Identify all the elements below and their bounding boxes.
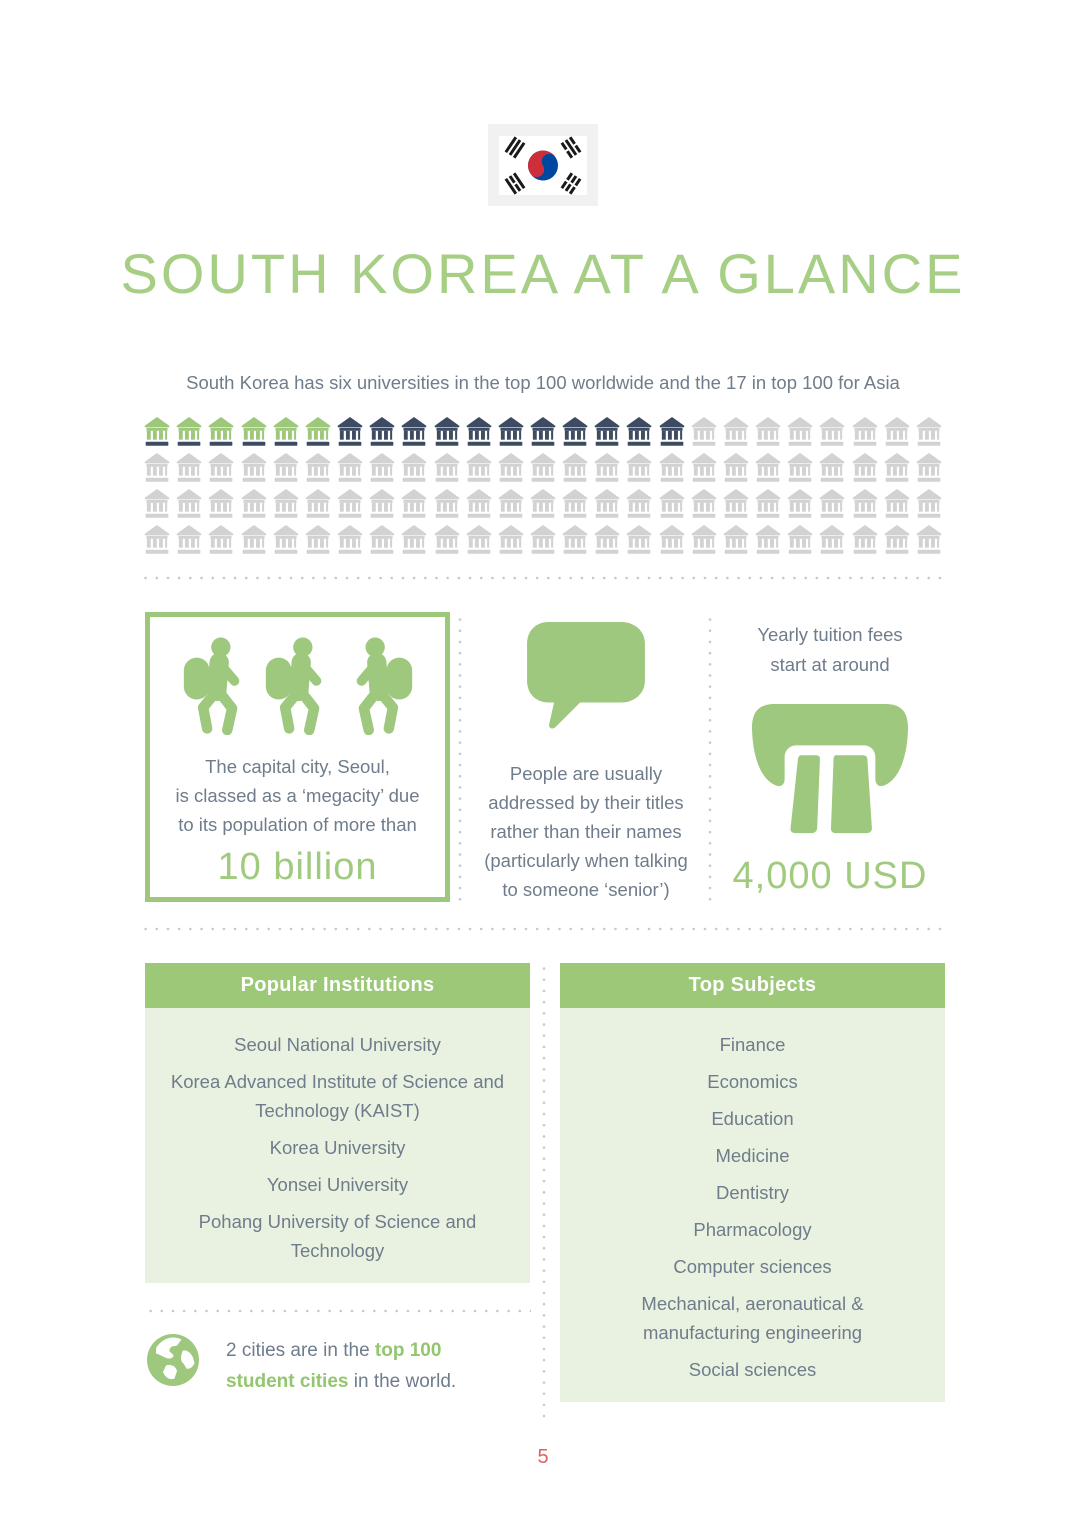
university-icon [530,417,556,447]
university-icon [594,453,620,483]
text-line: The capital city, Seoul, [205,756,390,777]
etiquette-text [470,759,702,904]
university-icon [852,417,878,447]
university-icon [144,525,170,555]
population-text [150,752,445,839]
university-icon [659,489,685,519]
university-icon [884,489,910,519]
university-icon [208,525,234,555]
university-icon [498,417,524,447]
university-icon [594,417,620,447]
tuition-fact [716,612,944,898]
university-icon [594,489,620,519]
university-icon [498,453,524,483]
university-icon [691,525,717,555]
atm-icon [716,700,944,845]
page-number: 5 [537,1446,549,1468]
university-icon [787,417,813,447]
university-icon [434,489,460,519]
list-item: Yonsei University [266,1174,409,1195]
text-line: to someone ‘senior’) [502,879,670,900]
university-icon [659,525,685,555]
text-line: start at around [770,654,890,675]
university-icon [626,453,652,483]
list-item: Mechanical, aeronautical & manufacturing engineering [641,1293,864,1343]
university-icon [273,489,299,519]
list-item: Computer sciences [673,1256,832,1277]
university-icon [562,489,588,519]
university-icon [626,489,652,519]
university-icon [176,489,202,519]
list-item: Seoul National University [234,1034,441,1055]
speech-bubble-icon [470,620,702,735]
university-icon [691,453,717,483]
university-icon [594,525,620,555]
university-icon [337,453,363,483]
university-icon [787,525,813,555]
text-line: rather than their names [490,821,682,842]
university-icon [434,525,460,555]
list-item: Social sciences [688,1359,817,1380]
population-fact-box [145,612,450,902]
tuition-intro-text [716,620,944,680]
university-icon [369,453,395,483]
dotted-divider-vertical [542,963,546,1423]
university-icon [466,453,492,483]
top-subjects-header: Top Subjects [560,963,945,1008]
university-icon [305,417,331,447]
university-icon [562,525,588,555]
popular-institutions-header: Popular Institutions [145,963,530,1008]
university-icon [659,417,685,447]
university-icon [819,453,845,483]
university-icon [176,525,202,555]
university-icon [434,417,460,447]
university-icon [530,525,556,555]
university-icon [755,489,781,519]
list-item: Dentistry [716,1182,789,1203]
university-icon [241,417,267,447]
subtitle: South Korea has six universities in the top 100 worldwide and the 17 in top 100 for Asia [186,372,900,393]
university-icon [691,489,717,519]
university-icon [852,525,878,555]
university-icon [755,525,781,555]
university-icon [787,453,813,483]
university-icon [144,453,170,483]
university-icon [530,489,556,519]
popular-institutions-box [145,963,530,1283]
university-icon [755,453,781,483]
university-icon [305,489,331,519]
university-icon [144,489,170,519]
list-item: Pharmacology [693,1219,812,1240]
university-icon [466,417,492,447]
university-icon [273,417,299,447]
university-icon [305,525,331,555]
top-subjects-box [560,963,945,1402]
university-icon [755,417,781,447]
text-line: is classed as a ‘megacity’ due [175,785,420,806]
university-icon [787,489,813,519]
south-korea-flag [488,124,598,206]
list-item: Education [711,1108,794,1129]
university-icon [401,489,427,519]
university-icon [691,417,717,447]
dotted-divider [145,1309,531,1313]
page-title: SOUTH KOREA AT A GLANCE [120,242,966,305]
university-icon [369,417,395,447]
university-icon [916,453,942,483]
student-cities-note [146,1333,536,1397]
university-icon [144,417,170,447]
university-icon [819,489,845,519]
university-icon [530,453,556,483]
university-icon [884,417,910,447]
university-icon [723,489,749,519]
university-pictogram-chart [141,417,945,555]
university-icon [337,489,363,519]
university-icon [273,453,299,483]
list-item: Korea University [269,1137,406,1158]
university-icon [562,417,588,447]
university-icon [337,525,363,555]
etiquette-fact [470,612,702,904]
university-icon [401,453,427,483]
text-line: to its population of more than [178,814,417,835]
list-item: Korea Advanced Institute of Science and Technology (KAIST) [170,1071,505,1121]
university-icon [273,525,299,555]
university-icon [466,525,492,555]
walking-students-icon [150,635,445,740]
university-icon [626,525,652,555]
university-icon [434,453,460,483]
dotted-divider [140,576,944,580]
university-icon [241,525,267,555]
dotted-divider [140,927,944,931]
university-icon [852,453,878,483]
globe-icon [146,1333,200,1392]
population-value: 10 billion [217,846,378,888]
walking-student-icon [261,635,335,740]
university-icon [208,489,234,519]
university-icon [884,525,910,555]
university-icon [819,525,845,555]
university-icon [466,489,492,519]
university-icon [241,453,267,483]
university-icon [208,417,234,447]
list-item: Finance [719,1034,786,1055]
university-icon [305,453,331,483]
top-subjects-list [582,1030,923,1384]
university-icon [659,453,685,483]
university-icon [208,453,234,483]
dotted-divider-vertical [458,614,462,902]
list-item: Medicine [715,1145,790,1166]
cities-text: 2 cities are in the [226,1340,375,1361]
tuition-value: 4,000 USD [732,855,928,897]
walking-student-icon [343,635,417,740]
university-icon [498,525,524,555]
university-icon [723,417,749,447]
walking-student-icon [179,635,253,740]
university-icon [916,525,942,555]
university-icon [723,525,749,555]
university-icon [819,417,845,447]
university-icon [562,453,588,483]
university-icon [916,417,942,447]
university-icon [337,417,363,447]
text-line: Yearly tuition fees [757,624,903,645]
university-icon [176,417,202,447]
university-icon [401,417,427,447]
university-icon [369,489,395,519]
list-item: Economics [707,1071,798,1092]
text-line: People are usually [509,763,663,784]
university-icon [852,489,878,519]
university-icon [241,489,267,519]
university-icon [626,417,652,447]
university-icon [369,525,395,555]
text-line: addressed by their titles [488,792,684,813]
dotted-divider-vertical [708,614,712,902]
list-item: Pohang University of Science and Technology [198,1211,477,1261]
university-icon [884,453,910,483]
popular-institutions-list [167,1030,508,1265]
university-icon [723,453,749,483]
university-icon [401,525,427,555]
south-korea-flag-image [499,136,587,195]
text-line: (particularly when talking [484,850,688,871]
cities-highlight: top 100 student cities [226,1340,442,1392]
university-icon [498,489,524,519]
university-icon [176,453,202,483]
university-icon [916,489,942,519]
cities-text-suffix: in the world. [348,1371,457,1392]
